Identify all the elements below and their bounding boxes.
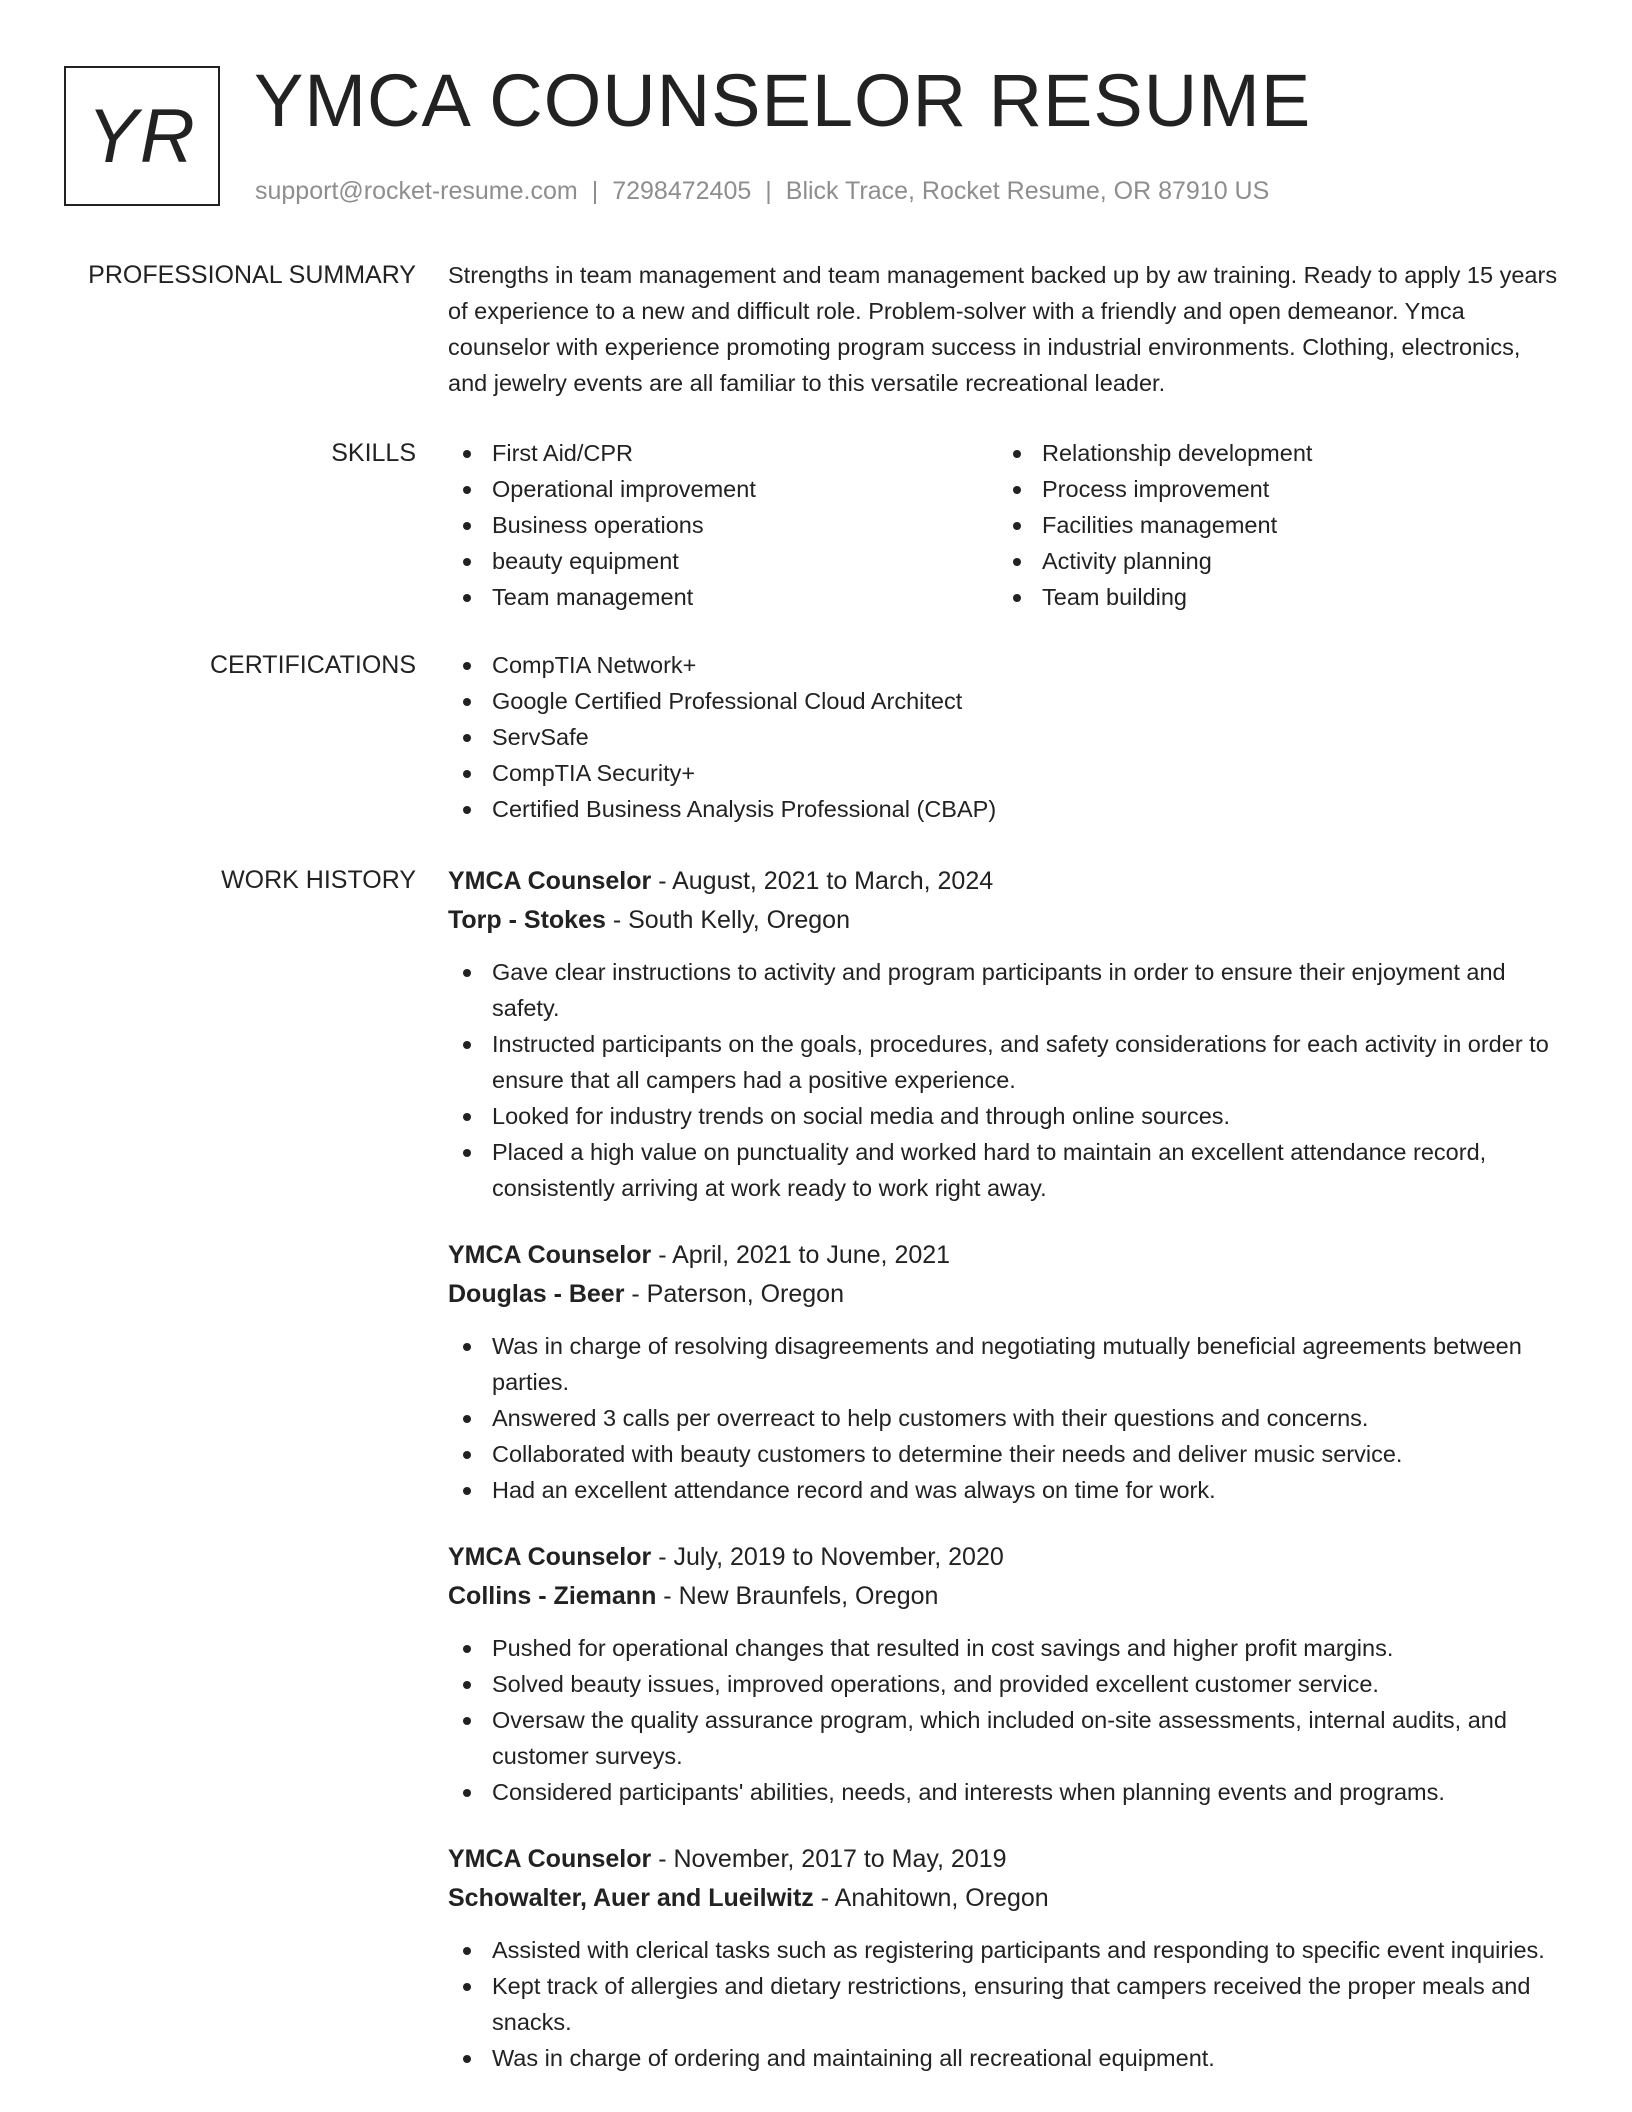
job-title: YMCA Counselor <box>448 867 652 895</box>
job-location: - Anahitown, Oregon <box>813 1884 1049 1912</box>
job-title-line <box>448 1236 1564 1275</box>
job-duty: Looked for industry trends on social media and through online sources. <box>448 1098 1564 1134</box>
job-title-line <box>448 1840 1564 1879</box>
job-duties <box>448 1630 1564 1810</box>
job-company-line <box>448 1577 1564 1616</box>
job-duties <box>448 954 1564 1206</box>
skill-item: Operational improvement <box>448 471 998 507</box>
work-history-heading: WORK HISTORY <box>221 866 416 894</box>
job-duty: Collaborated with beauty customers to determine their needs and deliver music service. <box>448 1436 1564 1472</box>
job-duty: Kept track of allergies and dietary restrictions, ensuring that campers received the proper meals and snacks. <box>448 1968 1564 2040</box>
job-duty: Assisted with clerical tasks such as registering participants and responding to specific event inquiries. <box>448 1932 1564 1968</box>
skill-item: Team building <box>998 579 1548 615</box>
skills-heading: SKILLS <box>331 439 416 467</box>
job-duty: Considered participants' abilities, needs, and interests when planning events and programs. <box>448 1774 1564 1810</box>
skill-item: Activity planning <box>998 543 1548 579</box>
skill-item: Team management <box>448 579 998 615</box>
skill-item: beauty equipment <box>448 543 998 579</box>
certifications-list <box>448 647 1564 827</box>
job-duties <box>448 1328 1564 1508</box>
certifications-body <box>448 647 1564 827</box>
job-company: Collins - Ziemann <box>448 1582 657 1610</box>
job-duty: Answered 3 calls per overreact to help customers with their questions and concerns. <box>448 1400 1564 1436</box>
job-duty: Solved beauty issues, improved operations, and provided excellent customer service. <box>448 1666 1564 1702</box>
certification-item: Google Certified Professional Cloud Architect <box>448 683 1564 719</box>
job-location: - Paterson, Oregon <box>624 1280 844 1308</box>
skills-column-2 <box>998 435 1548 615</box>
job-entry <box>448 1236 1564 1508</box>
certification-item: ServSafe <box>448 719 1564 755</box>
summary-body <box>448 257 1564 401</box>
job-title: YMCA Counselor <box>448 1543 652 1571</box>
certification-item: Certified Business Analysis Professional (CBAP) <box>448 791 1564 827</box>
job-location: - South Kelly, Oregon <box>605 906 850 934</box>
job-title-line <box>448 1538 1564 1577</box>
job-duties <box>448 1932 1564 2076</box>
job-dates: - April, 2021 to June, 2021 <box>651 1241 951 1269</box>
job-duty: Oversaw the quality assurance program, which included on-site assessments, internal audits, and customer surveys. <box>448 1702 1564 1774</box>
job-company-line <box>448 1275 1564 1314</box>
job-dates: - August, 2021 to March, 2024 <box>651 867 994 895</box>
job-duty: Had an excellent attendance record and was always on time for work. <box>448 1472 1564 1508</box>
job-company: Douglas - Beer <box>448 1280 625 1308</box>
summary-text: Strengths in team management and team management backed up by aw training. Ready to apply 15 years of experience to a new and difficult role. Problem-solver with a friendly and open demeanor. Ymca counselor with experience promoting program success in industrial environments. Clothing, electronics, and jewelry events are all familiar to this versatile recreational leader. <box>448 262 1558 396</box>
work-history-body <box>448 862 1564 2106</box>
contact-separator: | <box>591 177 599 205</box>
skill-item: First Aid/CPR <box>448 435 998 471</box>
job-dates: - November, 2017 to May, 2019 <box>651 1845 1007 1873</box>
skill-item: Business operations <box>448 507 998 543</box>
job-title: YMCA Counselor <box>448 1241 652 1269</box>
job-entry <box>448 1840 1564 2076</box>
monogram-badge: YR <box>64 66 220 206</box>
contact-line <box>255 174 1269 208</box>
summary-heading: PROFESSIONAL SUMMARY <box>88 261 416 289</box>
job-company-line <box>448 901 1564 940</box>
job-company: Schowalter, Auer and Lueilwitz <box>448 1884 814 1912</box>
contact-email: support@rocket-resume.com <box>255 177 578 205</box>
skills-column-1 <box>448 435 998 615</box>
job-dates: - July, 2019 to November, 2020 <box>651 1543 1004 1571</box>
job-duty: Pushed for operational changes that resulted in cost savings and higher profit margins. <box>448 1630 1564 1666</box>
job-title-line <box>448 862 1564 901</box>
job-company: Torp - Stokes <box>448 906 606 934</box>
certification-item: CompTIA Network+ <box>448 647 1564 683</box>
job-duty: Gave clear instructions to activity and program participants in order to ensure their enjoyment and safety. <box>448 954 1564 1026</box>
job-duty: Placed a high value on punctuality and worked hard to maintain an excellent attendance record, consistently arriving at work ready to work right away. <box>448 1134 1564 1206</box>
job-location: - New Braunfels, Oregon <box>656 1582 939 1610</box>
resume-title: YMCA COUNSELOR RESUME <box>254 59 1312 142</box>
job-duty: Was in charge of ordering and maintaining all recreational equipment. <box>448 2040 1564 2076</box>
job-title: YMCA Counselor <box>448 1845 652 1873</box>
contact-separator: | <box>765 177 772 205</box>
contact-phone: 7298472405 <box>612 177 752 205</box>
job-duty: Instructed participants on the goals, procedures, and safety considerations for each activity in order to ensure that all campers had a positive experience. <box>448 1026 1564 1098</box>
job-company-line <box>448 1879 1564 1918</box>
skill-item: Relationship development <box>998 435 1548 471</box>
skill-item: Process improvement <box>998 471 1548 507</box>
job-entry <box>448 1538 1564 1810</box>
skills-body <box>448 435 1564 615</box>
certification-item: CompTIA Security+ <box>448 755 1564 791</box>
job-duty: Was in charge of resolving disagreements and negotiating mutually beneficial agreements between parties. <box>448 1328 1564 1400</box>
job-entry <box>448 862 1564 1206</box>
skill-item: Facilities management <box>998 507 1548 543</box>
contact-address: Blick Trace, Rocket Resume, OR 87910 US <box>785 177 1270 205</box>
certifications-heading: CERTIFICATIONS <box>209 651 416 679</box>
